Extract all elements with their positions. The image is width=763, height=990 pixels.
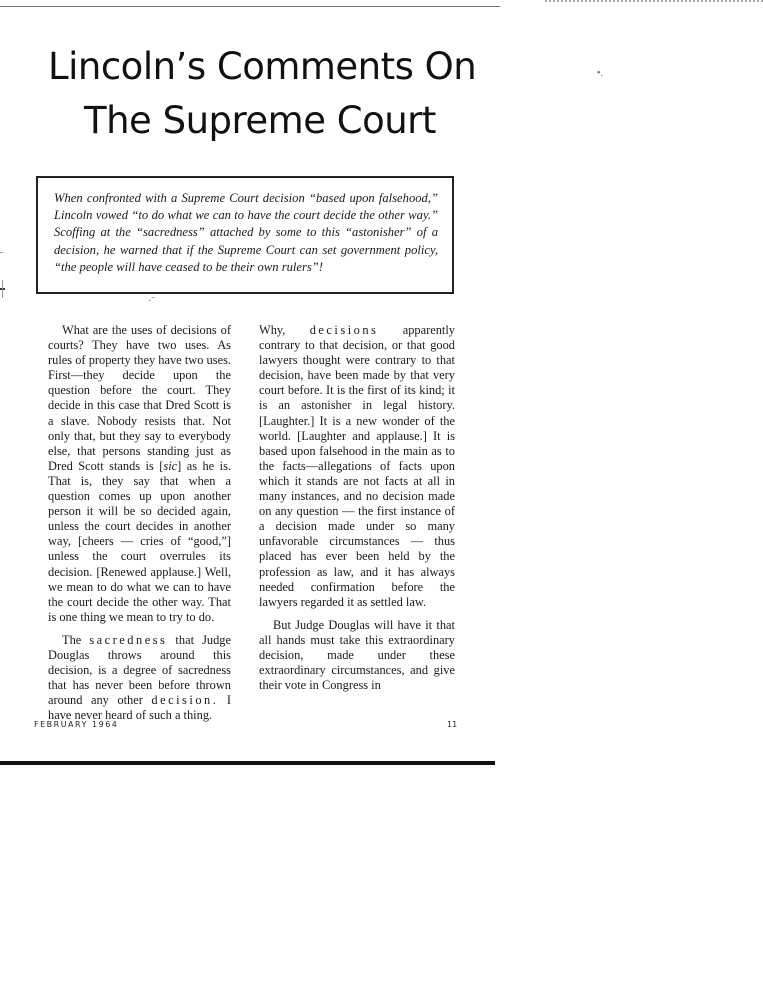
body-text: I have never heard of such a thing. <box>48 693 231 723</box>
body-text: What are the uses of decisions of courts? They have two uses. As rules of property they have two uses. First—they decide upon the question before the court. They decide in this case that Dred Scott is a slave. Nobody resists that. Not only that, but they say to everybody else, that persons standing just as Dred Scott stands is [ <box>48 323 231 473</box>
emphasis-text: decision. <box>151 693 219 708</box>
body-paragraph <box>48 633 231 724</box>
body-text: ] as he is. That is, they say that when a question comes up upon another person it will be so decided again, unless the court decides in another way, [cheers — cries of “good,”] unless the court overrules its decision. [Renewed applause.] Well, we mean to do what we can to have the court decide the other way. That is one thing we mean to try to do. <box>48 458 231 624</box>
article-title-line1: Lincoln’s Comments On <box>48 45 477 88</box>
scan-speck: ·˜ <box>148 296 155 307</box>
body-text: that Judge Douglas throws around this decision, is a degree of sacredness that has never been before thrown around any other <box>48 632 231 708</box>
footer-issue: FEBRUARY 1964 <box>34 720 119 729</box>
bottom-rule <box>0 761 495 765</box>
top-dotted-rule <box>545 0 763 6</box>
scan-speck: •. <box>597 68 604 79</box>
body-text: Why, <box>259 323 310 337</box>
emphasis-text: decisions <box>309 323 379 337</box>
article-title-line2: The Supreme Court <box>84 98 436 142</box>
footer-page-number: 11 <box>447 720 458 729</box>
body-text: apparently contrary to that decision, or that good lawyers thought were contrary to that decision, have been made by that very court before. It is the first of its kind; it is an astonisher in legal history. [Laughter.] It is a new wonder of the world. [Laughter and applause.] It is based upon falsehood in the main as to the facts—allegations of facts upon which it stands are not facts at all in many instances, and no decision made on any question — the first instance of a decision made under so many unfavorable circumstances — thus placed has ever been held by the profession as law, and it has always needed confirmation before the lawyers regarded it as settled law. <box>259 323 455 609</box>
intro-box <box>36 176 454 294</box>
column-left <box>48 323 231 723</box>
emphasis-text: sacredness <box>89 632 168 647</box>
sic-note: sic <box>163 458 178 473</box>
body-paragraph <box>48 323 231 625</box>
top-rule <box>0 6 500 7</box>
body-text: The <box>62 632 90 647</box>
body-paragraph <box>259 323 455 610</box>
article-title <box>0 40 500 147</box>
intro-text: When confronted with a Supreme Court decision “based upon falsehood,” Lincoln vowed “to do what we can to have the court decide the other way.” Scoffing at the “sacredness” attached by some to this “astonisher” of a decision, he warned that if the Supreme Court can set government policy, “the people will have ceased to be their own rulers”! <box>54 191 438 274</box>
margin-mark <box>0 252 3 253</box>
column-right <box>259 323 455 693</box>
margin-mark <box>2 280 3 298</box>
body-paragraph: But Judge Douglas will have it that all hands must take this extraordinary decision, made under these extraordinary circumstances, and give their vote in Congress in <box>259 617 455 693</box>
